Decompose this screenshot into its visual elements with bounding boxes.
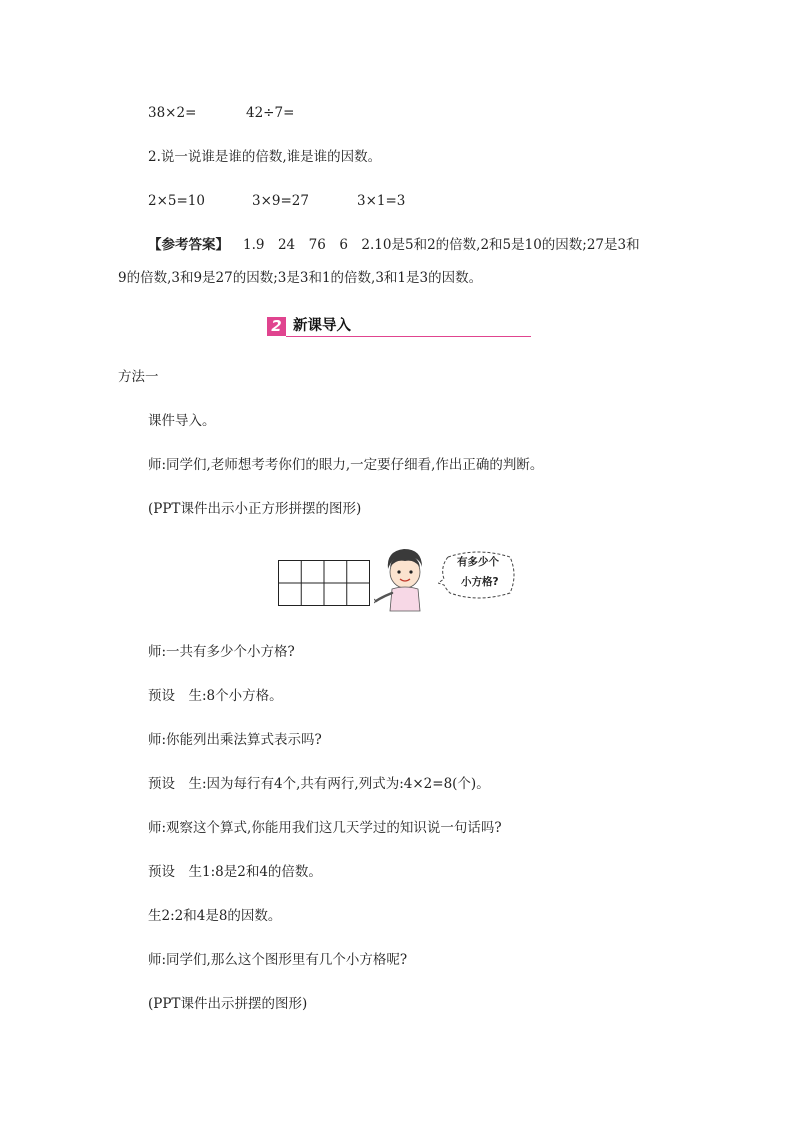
bubble-line-1: 有多少个 — [457, 556, 499, 568]
equation-2: 3×9=27 — [252, 193, 309, 209]
paragraph-4: 师:一共有多少个小方格? — [148, 644, 295, 660]
paragraph-9: 预设 生1:8是2和4的倍数。 — [148, 864, 322, 880]
calc-2: 42÷7= — [246, 105, 295, 121]
answer-line-1 — [148, 236, 640, 254]
equation-1: 2×5=10 — [148, 193, 205, 209]
bubble-line-2: 小方格? — [461, 576, 499, 588]
question-2: 2.说一说谁是谁的倍数,谁是谁的因数。 — [148, 149, 382, 165]
paragraph-1: 课件导入。 — [148, 413, 216, 429]
square-grid — [278, 560, 370, 606]
paragraph-12: (PPT课件出示拼摆的图形) — [148, 996, 308, 1012]
section-header — [267, 316, 531, 338]
paragraph-2: 师:同学们,老师想考考你们的眼力,一定要仔细看,作出正确的判断。 — [148, 457, 544, 473]
paragraph-11: 师:同学们,那么这个图形里有几个小方格呢? — [148, 952, 408, 968]
paragraph-5: 预设 生:8个小方格。 — [148, 688, 283, 704]
paragraph-8: 师:观察这个算式,你能用我们这几天学过的知识说一句话吗? — [148, 820, 502, 836]
equation-3: 3×1=3 — [357, 193, 406, 209]
paragraph-10: 生2:2和4是8的因数。 — [148, 908, 282, 924]
answer-text: 1.9 24 76 6 2.10是5和2的倍数,2和5是10的因数;27是3和 — [243, 237, 640, 253]
boy-illustration-icon — [374, 545, 436, 615]
section-number: 2 — [267, 317, 286, 336]
section-title: 新课导入 — [293, 318, 351, 334]
grid-figure — [270, 545, 530, 615]
section-rule — [286, 336, 531, 337]
answer-line-2: 9的倍数,3和9是27的因数;3是3和1的倍数,3和1是3的因数。 — [118, 270, 483, 286]
paragraph-3: (PPT课件出示小正方形拼摆的图形) — [148, 501, 362, 517]
paragraph-7: 预设 生:因为每行有4个,共有两行,列式为:4×2=8(个)。 — [148, 776, 490, 792]
method-heading: 方法一 — [118, 369, 159, 385]
paragraph-6: 师:你能列出乘法算式表示吗? — [148, 732, 322, 748]
calc-1: 38×2= — [148, 105, 197, 121]
answer-label: 【参考答案】 — [148, 237, 229, 253]
